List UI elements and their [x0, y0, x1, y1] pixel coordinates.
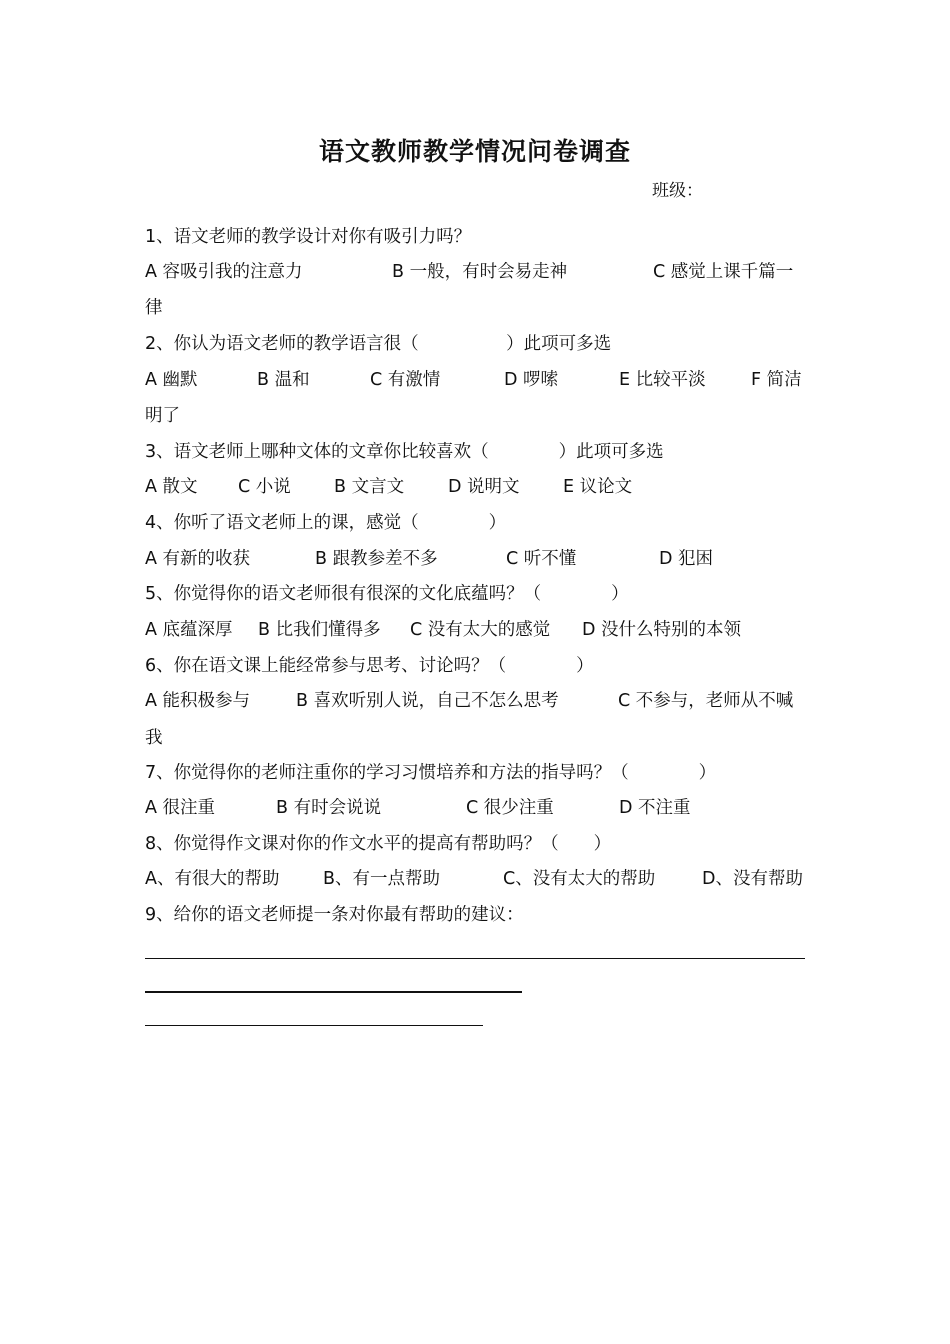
option-c[interactable]: C 感觉上课千篇一 [653, 262, 794, 282]
option-a[interactable]: A 底蕴深厚 [145, 620, 233, 640]
option-d[interactable]: D 不注重 [619, 798, 691, 818]
class-label: 班级： [652, 181, 703, 201]
option-b[interactable]: B 比我们懂得多 [258, 620, 381, 640]
option-c[interactable]: C 小说 [238, 477, 291, 497]
option-c[interactable]: C 有激情 [370, 370, 441, 390]
question-3: 3、语文老师上哪种文体的文章你比较喜欢（ ）此项可多选 [145, 442, 664, 462]
option-b[interactable]: B 跟教参差不多 [315, 549, 438, 569]
option-c[interactable]: C 不参与，老师从不喊 [618, 691, 794, 711]
option-b[interactable]: B 文言文 [334, 477, 405, 497]
option-f[interactable]: F 简洁 [751, 370, 802, 390]
option-a[interactable]: A 容吸引我的注意力 [145, 262, 303, 282]
option-c[interactable]: C 听不懂 [506, 549, 577, 569]
option-d[interactable]: D、没有帮助 [702, 869, 803, 889]
question-7: 7、你觉得你的老师注重你的学习习惯培养和方法的指导吗？（ ） [145, 763, 717, 783]
option-b[interactable]: B、有一点帮助 [323, 869, 441, 889]
question-1-wrap: 律 [145, 298, 163, 318]
option-c[interactable]: C 很少注重 [466, 798, 554, 818]
option-d[interactable]: D 没什么特别的本领 [582, 620, 742, 640]
option-d[interactable]: D 说明文 [448, 477, 520, 497]
question-1: 1、语文老师的教学设计对你有吸引力吗？ [145, 227, 472, 247]
option-a[interactable]: A 散文 [145, 477, 198, 497]
option-e[interactable]: E 比较平淡 [619, 370, 706, 390]
option-c[interactable]: C 没有太大的感觉 [410, 620, 551, 640]
page-title: 语文教师教学情况问卷调查 [318, 137, 631, 166]
answer-line-1[interactable] [145, 958, 805, 959]
question-6: 6、你在语文课上能经常参与思考、讨论吗？（ ） [145, 656, 594, 676]
option-b[interactable]: B 一般，有时会易走神 [392, 262, 568, 282]
option-a[interactable]: A 能积极参与 [145, 691, 251, 711]
option-a[interactable]: A 很注重 [145, 798, 216, 818]
option-a[interactable]: A 有新的收获 [145, 549, 251, 569]
question-9: 9、给你的语文老师提一条对你最有帮助的建议： [145, 905, 524, 925]
question-2: 2、你认为语文老师的教学语言很（ ）此项可多选 [145, 334, 612, 354]
answer-line-3[interactable] [145, 1025, 483, 1026]
option-c[interactable]: C、没有太大的帮助 [503, 869, 656, 889]
question-2-wrap: 明了 [145, 406, 180, 426]
option-d[interactable]: D 啰嗦 [504, 370, 559, 390]
option-a[interactable]: A 幽默 [145, 370, 198, 390]
question-6-wrap: 我 [145, 728, 163, 748]
option-b[interactable]: B 有时会说说 [276, 798, 382, 818]
question-5: 5、你觉得你的语文老师很有很深的文化底蕴吗？（ ） [145, 584, 629, 604]
option-e[interactable]: E 议论文 [563, 477, 633, 497]
option-d[interactable]: D 犯困 [659, 549, 714, 569]
option-a[interactable]: A、有很大的帮助 [145, 869, 280, 889]
option-b[interactable]: B 喜欢听别人说，自己不怎么思考 [296, 691, 559, 711]
question-8: 8、你觉得作文课对你的作文水平的提高有帮助吗？（ ） [145, 834, 612, 854]
option-b[interactable]: B 温和 [257, 370, 310, 390]
question-4: 4、你听了语文老师上的课，感觉（ ） [145, 513, 507, 533]
answer-line-2[interactable] [145, 991, 522, 993]
